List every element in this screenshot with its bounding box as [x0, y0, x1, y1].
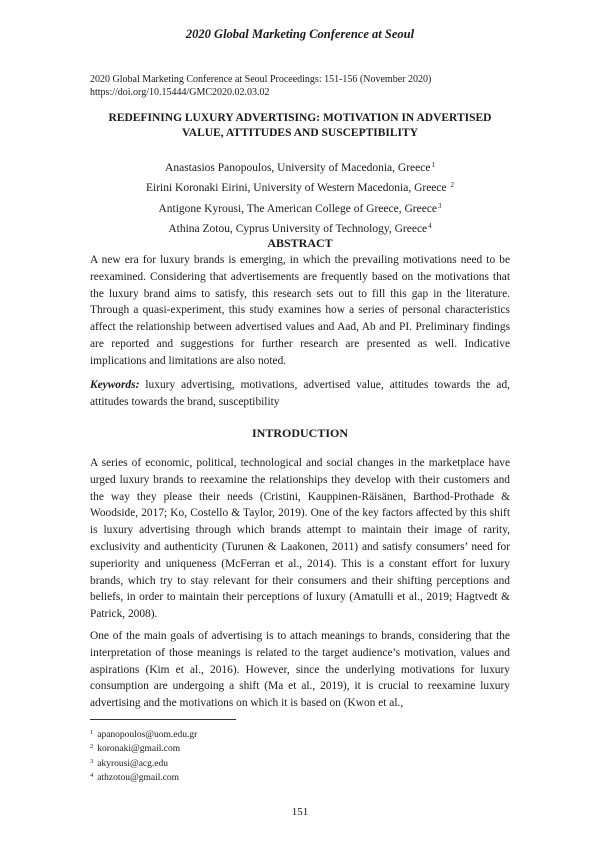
running-head: 2020 Global Marketing Conference at Seoul [185, 27, 415, 41]
footnote-2-email[interactable]: koronaki@gmail.com [97, 744, 181, 755]
author-2: Eirini Koronaki Eirini, University of Western Macedonia, Greece $^2$ [145, 181, 454, 195]
introduction-heading: INTRODUCTION [251, 426, 348, 440]
introduction-paragraph-2: One of the main goals of advertising is to attach meanings to brands, considering that the interpretation of those meanings is related to the target audience’s motivation, values and aspirations (Kim et al., 2016). However, since the underlying motivations for luxury consumption are undergoing a shift (Ma et al., 2019), it is crucial to reexamine luxury advertising and the motivations on which it is based on (Kwon et al., [90, 630, 510, 710]
proceedings-info [90, 74, 520, 99]
author-3-footnote-marker: 3 [438, 201, 442, 210]
author-1: Anastasios Panopoulos, University of Macedonia, Greece$^1$ [165, 161, 435, 174]
keywords-text: luxury advertising, motivations, advertised value, attitudes towards the ad, attitudes towards the brand, susceptibility [90, 379, 510, 408]
footnote-2: $^2$ koronaki@gmail.com [90, 743, 181, 755]
page-number: 151 [291, 806, 309, 818]
author-4: Athina Zotou, Cyprus University of Technology, Greece$^4$ [168, 221, 432, 235]
proceedings-citation: 2020 Global Marketing Conference at Seoul Proceedings: 151-156 (November 2020) [90, 74, 432, 85]
doi-link[interactable]: https://doi.org/10.15444/GMC2020.02.03.02 [90, 86, 270, 98]
footnote-separator [90, 719, 236, 720]
keywords [90, 377, 510, 411]
author-1-footnote-marker: 1 [431, 161, 435, 169]
abstract-text: A new era for luxury brands is emerging, in which the prevailing motivations need to be reexamined. Considering that advertisements are frequently based on the motivations that the luxury brand aims to satisfy, this research sets out to fill this gap in the literature. Through a quasi-experiment, this study examines how a series of personal characteristics affect the relationship between advertised values and Aad, Ab and PI. Preliminary findings are reported and suggestions for further research are presented as well. Indicative implications and limitations are also noted. [90, 254, 510, 367]
footnote-4-email[interactable]: athzotou@gmail.com [97, 772, 180, 783]
footnote-4: $^4$ athzotou@gmail.com [90, 771, 180, 783]
footnote-1: $^1$ apanopoulos@uom.edu.gr [90, 729, 198, 740]
footnotes [90, 727, 390, 784]
author-2-footnote-marker: 2 [450, 181, 454, 190]
footnote-3: $^3$ akyrousi@acg.edu [90, 757, 168, 769]
paper-title: REDEFINING LUXURY ADVERTISING: MOTIVATION IN ADVERTISED VALUE, ATTITUDES AND SUSCEPTIBILITY [108, 112, 492, 139]
footnote-1-email[interactable]: apanopoulos@uom.edu.gr [97, 730, 198, 740]
abstract-heading: ABSTRACT [267, 236, 333, 250]
footnote-3-email[interactable]: akyrousi@acg.edu [97, 758, 168, 769]
keywords-label: Keywords: [90, 379, 140, 391]
author-3: Antigone Kyrousi, The American College of Greece, Greece$^3$ [158, 201, 442, 215]
introduction-paragraph-1: A series of economic, political, technological and social changes in the marketplace have urged luxury brands to reexamine the relationships they develop with their customers and the way they please their needs (Cristini, Kauppinen-Räisänen, Barthod-Prothade & Woodside, 2017; Ko, Costello & Taylor, 2019). One of the key factors affected by this shift is luxury advertising through which brands attempt to maintain their image of rarity, exclusivity and authenticity (Turunen & Laakonen, 2011) and satisfy consumers’ need for superiority and uniqueness (McFerran et al., 2014). This is a constant effort for luxury brands, which try to stay relevant for their consumers and their shifting perceptions and beliefs, in order to maintain their perceptions of luxury (Amatulli et al., 2019; Hagtvedt & Patrick, 2008). [90, 457, 510, 621]
author-list [90, 157, 510, 238]
author-4-footnote-marker: 4 [428, 221, 432, 230]
